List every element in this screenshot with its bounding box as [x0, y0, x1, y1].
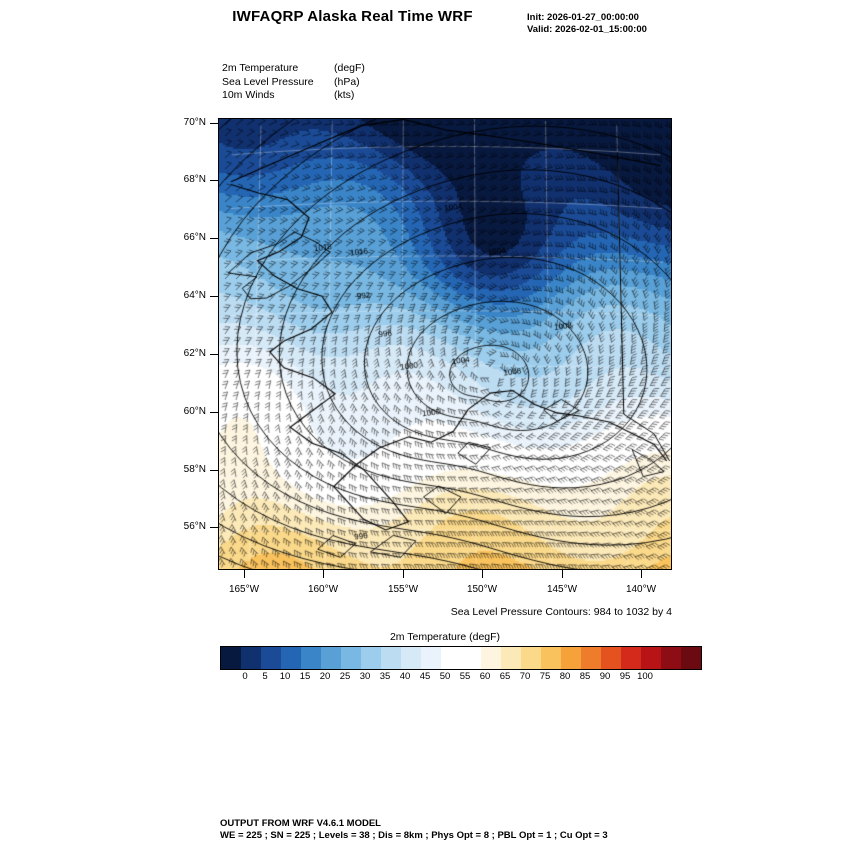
- colorbar-tick: 55: [459, 671, 471, 682]
- colorbar-swatch: [461, 647, 481, 669]
- colorbar-tick: 90: [599, 671, 611, 682]
- field-name: Sea Level Pressure: [222, 75, 314, 88]
- y-tick-label: 56°N: [183, 521, 206, 532]
- colorbar-swatch: [621, 647, 641, 669]
- x-tick-label: 140°W: [625, 584, 657, 595]
- y-tick-label: 70°N: [183, 117, 206, 128]
- colorbar-swatch: [261, 647, 281, 669]
- colorbar-swatch: [441, 647, 461, 669]
- colorbar-tick: 70: [519, 671, 531, 682]
- colorbar-tick: 65: [499, 671, 511, 682]
- colorbar-tick: 35: [379, 671, 391, 682]
- colorbar-tick: 15: [299, 671, 311, 682]
- y-tick-label: 68°N: [183, 174, 206, 185]
- colorbar-swatch: [521, 647, 541, 669]
- colorbar-title: 2m Temperature (degF): [389, 631, 501, 643]
- colorbar-swatch: [581, 647, 601, 669]
- valid-time: Valid: 2026-02-01_15:00:00: [527, 24, 647, 35]
- field-item: [222, 62, 365, 76]
- colorbar-tick: 75: [539, 671, 551, 682]
- init-time: Init: 2026-01-27_00:00:00: [527, 12, 639, 23]
- colorbar-tick: 50: [439, 671, 451, 682]
- y-tick-label: 62°N: [183, 348, 206, 359]
- colorbar-tick: 60: [479, 671, 491, 682]
- x-tick-label: 160°W: [307, 584, 339, 595]
- colorbar-tick: 95: [619, 671, 631, 682]
- field-item: [222, 89, 365, 103]
- colorbar-swatch: [661, 647, 681, 669]
- colorbar-swatch: [321, 647, 341, 669]
- colorbar-tick: 40: [399, 671, 411, 682]
- colorbar-swatch: [681, 647, 701, 669]
- y-tick-label: 58°N: [183, 464, 206, 475]
- colorbar-tick: 0: [242, 671, 248, 682]
- colorbar-swatch: [561, 647, 581, 669]
- slp-contour-note: Sea Level Pressure Contours: 984 to 1032 by 4: [450, 606, 672, 618]
- x-tick-label: 145°W: [546, 584, 578, 595]
- colorbar-swatch: [501, 647, 521, 669]
- x-tick-label: 165°W: [228, 584, 260, 595]
- colorbar-swatch: [241, 647, 261, 669]
- page-title: IWFAQRP Alaska Real Time WRF: [232, 8, 473, 25]
- x-tick-label: 150°W: [466, 584, 498, 595]
- colorbar-swatch: [481, 647, 501, 669]
- colorbar-tick: 85: [579, 671, 591, 682]
- colorbar-swatch: [281, 647, 301, 669]
- colorbar-tick: 10: [279, 671, 291, 682]
- colorbar: [220, 646, 702, 670]
- field-list: [222, 62, 365, 103]
- map-plot-area: [218, 118, 672, 570]
- colorbar-swatch: [601, 647, 621, 669]
- colorbar-swatch: [301, 647, 321, 669]
- field-units: (hPa): [334, 75, 360, 88]
- colorbar-tick: 80: [559, 671, 571, 682]
- y-tick-label: 64°N: [183, 290, 206, 301]
- field-name: 2m Temperature: [222, 62, 299, 74]
- colorbar-tick: 45: [419, 671, 431, 682]
- colorbar-swatch: [541, 647, 561, 669]
- model-output-footer: [220, 818, 608, 842]
- map-canvas: [219, 119, 672, 570]
- x-tick-label: 155°W: [387, 584, 419, 595]
- colorbar-swatch: [221, 647, 241, 669]
- y-tick-label: 66°N: [183, 232, 206, 243]
- footer-line-2: WE = 225 ; SN = 225 ; Levels = 38 ; Dis = 8km ; Phys Opt = 8 ; PBL Opt = 1 ; Cu Opt = 3: [220, 830, 608, 841]
- field-name: 10m Winds: [222, 89, 275, 101]
- colorbar-swatch: [341, 647, 361, 669]
- colorbar-tick: 20: [319, 671, 331, 682]
- colorbar-tick: 25: [339, 671, 351, 682]
- field-units: (kts): [334, 89, 355, 101]
- colorbar-swatch: [421, 647, 441, 669]
- field-units: (degF): [334, 62, 365, 74]
- colorbar-tick: 100: [637, 671, 653, 682]
- init-valid-block: [527, 12, 647, 36]
- colorbar-swatch: [401, 647, 421, 669]
- y-tick-label: 60°N: [183, 406, 206, 417]
- colorbar-tick: 5: [262, 671, 268, 682]
- colorbar-swatch: [361, 647, 381, 669]
- footer-line-1: OUTPUT FROM WRF V4.6.1 MODEL: [220, 818, 381, 829]
- colorbar-swatch: [641, 647, 661, 669]
- colorbar-tick: 30: [359, 671, 371, 682]
- field-item: [222, 76, 365, 90]
- colorbar-swatch: [381, 647, 401, 669]
